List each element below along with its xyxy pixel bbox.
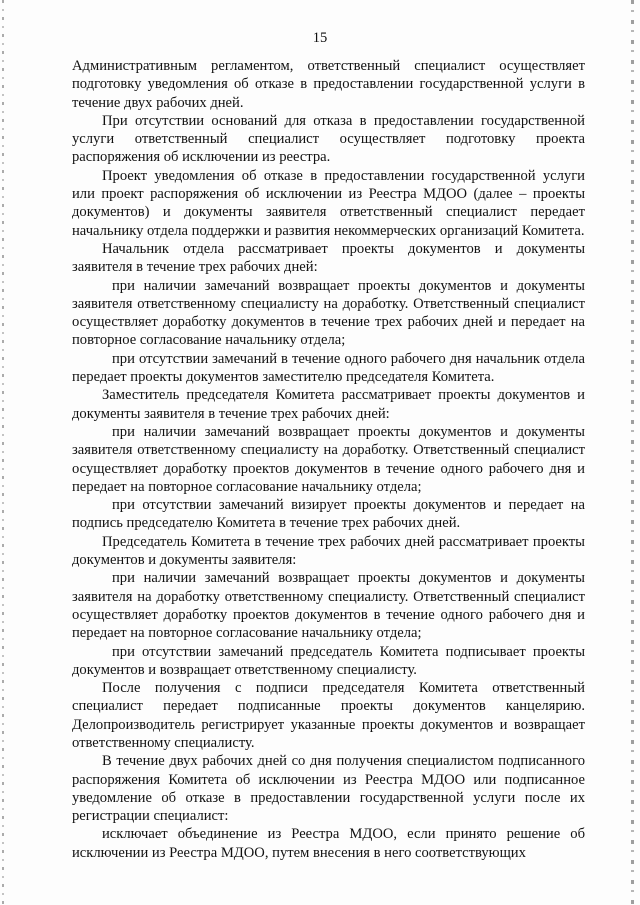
list-item: при наличии замечаний возвращает проекты документов и документы заявителя ответственному специалисту на доработку. Ответственный специалист осуществляет доработку проектов документов в течение одного рабочего дня и передает на повторное согласование начальнику отдела; [72,423,585,495]
paragraph: При отсутствии оснований для отказа в предоставлении государственной услуги ответственный специалист осуществляет подготовку проекта распоряжения об исключении из реестра. [72,112,585,166]
paragraph: исключает объединение из Реестра МДОО, если принято решение об исключении из Реестра МДОО, путем внесения в него соответствующих [72,826,585,861]
paragraph: В течение двух рабочих дней со дня получения специалистом подписанного распоряжения Комитета об исключении из Реестра МДОО или подписанное уведомление об отказе в предоставлении государственной услуги после их регистрации специалист: [72,753,585,825]
paragraph: Проект уведомления об отказе в предоставлении государственной услуги или проект распоряжения об исключении из Реестра МДОО (далее – проекты документов) и документы заявителя ответственный специалист передает начальнику отдела поддержки и развития некоммерческих организаций Комитета. [72,167,585,239]
list-item: при наличии замечаний возвращает проекты документов и документы заявителя на доработку ответственному специалисту. Ответственный специалист осуществляет доработку проектов документов в течение одного рабочего дня и передает на повторное согласование начальнику отдела; [72,570,585,642]
page-number: 15 [312,30,328,46]
list-item: при отсутствии замечаний в течение одного рабочего дня начальник отдела передает проекты документов заместителю председателя Комитета. [72,350,585,386]
document-body [72,57,585,862]
paragraph: После получения с подписи председателя Комитета ответственный специалист передает подписанные проекты документов канцелярию. Делопроизводитель регистрирует указанные проекты документов и возвращает ответственному специалисту. [72,680,585,751]
paragraph: Председатель Комитета в течение трех рабочих дней рассматривает проекты документов и документы заявителя: [72,533,585,569]
paragraph-continuation: Административным регламентом, ответственный специалист осуществляет подготовку уведомления об отказе в предоставлении государственной услуги в течение двух рабочих дней. [72,58,585,111]
list-item: при отсутствии замечаний председатель Комитета подписывает проекты документов и возвращает ответственному специалисту. [72,643,585,678]
paragraph: Начальник отдела рассматривает проекты документов и документы заявителя в течение трех рабочих дней: [72,240,585,276]
list-item: при наличии замечаний возвращает проекты документов и документы заявителя ответственному специалисту на доработку. Ответственный специалист осуществляет доработку документов в течение трех рабочих дней и передает на повторное согласование начальнику отдела; [72,277,585,349]
scan-edge-right [631,0,634,905]
list-item: при отсутствии замечаний визирует проекты документов и передает на подпись председателю Комитета в течение трех рабочих дней. [72,497,585,532]
paragraph: Заместитель председателя Комитета рассматривает проекты документов и документы заявителя в течение трех рабочих дней: [72,387,585,422]
scan-edge-left [2,0,4,905]
